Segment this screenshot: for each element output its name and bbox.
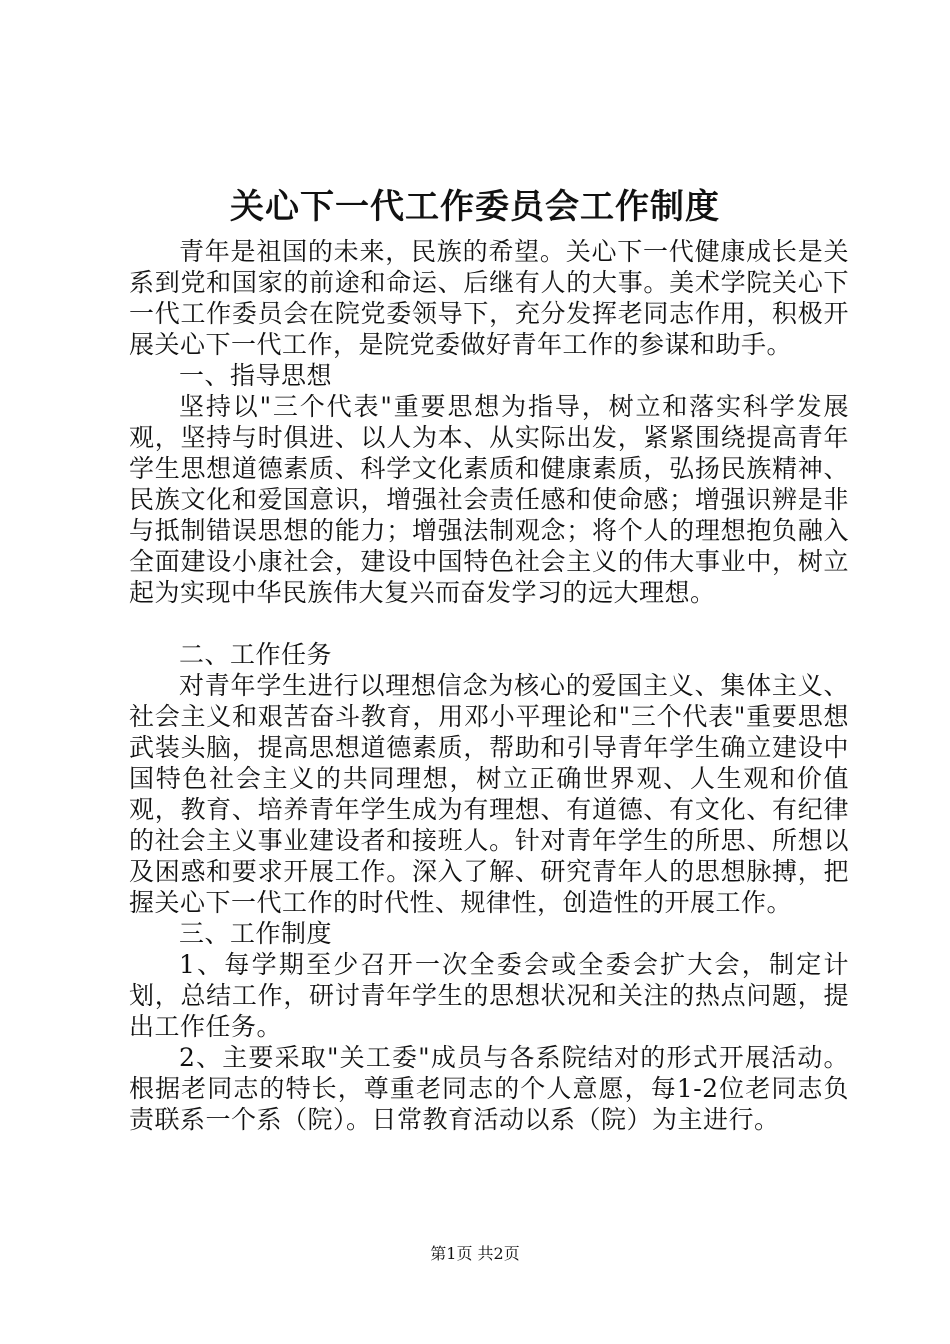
section-heading-work-system: 三、工作制度: [179, 919, 333, 948]
work-system-item-1: 1、每学期至少召开一次全委会或全委会扩大会，制定计划，总结工作，研讨青年学生的思想状况和关注的热点问题，提出工作任务。: [129, 950, 849, 1041]
intro-paragraph: 青年是祖国的未来，民族的希望。关心下一代健康成长是关系到党和国家的前途和命运、后继有人的大事。美术学院关心下一代工作委员会在院党委领导下，充分发挥老同志作用，积极开展关心下一代工作，是院党委做好青年工作的参谋和助手。: [129, 237, 849, 359]
document-body: [129, 236, 849, 1135]
section-heading-work-tasks: 二、工作任务: [179, 640, 333, 669]
document-title: 关心下一代工作委员会工作制度: [230, 187, 720, 227]
work-system-item-2: 2、主要采取"关工委"成员与各系院结对的形式开展活动。根据老同志的特长，尊重老同志的个人意愿，每1-2位老同志负责联系一个系（院）。日常教育活动以系（院）为主进行。: [129, 1043, 849, 1134]
paragraph-spacer: [129, 608, 849, 639]
work-tasks-paragraph: 对青年学生进行以理想信念为核心的爱国主义、集体主义、社会主义和艰苦奋斗教育，用邓小平理论和"三个代表"重要思想武装头脑，提高思想道德素质，帮助和引导青年学生确立建设中国特色社会主义的共同理想，树立正确世界观、人生观和价值观，教育、培养青年学生成为有理想、有道德、有文化、有纪律的社会主义事业建设者和接班人。针对青年学生的所思、所想以及困惑和要求开展工作。深入了解、研究青年人的思想脉搏，把握关心下一代工作的时代性、规律性，创造性的开展工作。: [129, 671, 849, 917]
section-heading-guiding-ideology: 一、指导思想: [179, 361, 333, 390]
guiding-ideology-paragraph: 坚持以"三个代表"重要思想为指导，树立和落实科学发展观，坚持与时俱进、以人为本、从实际出发，紧紧围绕提高青年学生思想道德素质、科学文化素质和健康素质，弘扬民族精神、民族文化和爱国意识，增强社会责任感和使命感；增强识辨是非与抵制错误思想的能力；增强法制观念；将个人的理想抱负融入全面建设小康社会，建设中国特色社会主义的伟大事业中，树立起为实现中华民族伟大复兴而奋发学习的远大理想。: [129, 392, 849, 607]
page-number-footer: 第1页 共2页: [430, 1244, 520, 1263]
